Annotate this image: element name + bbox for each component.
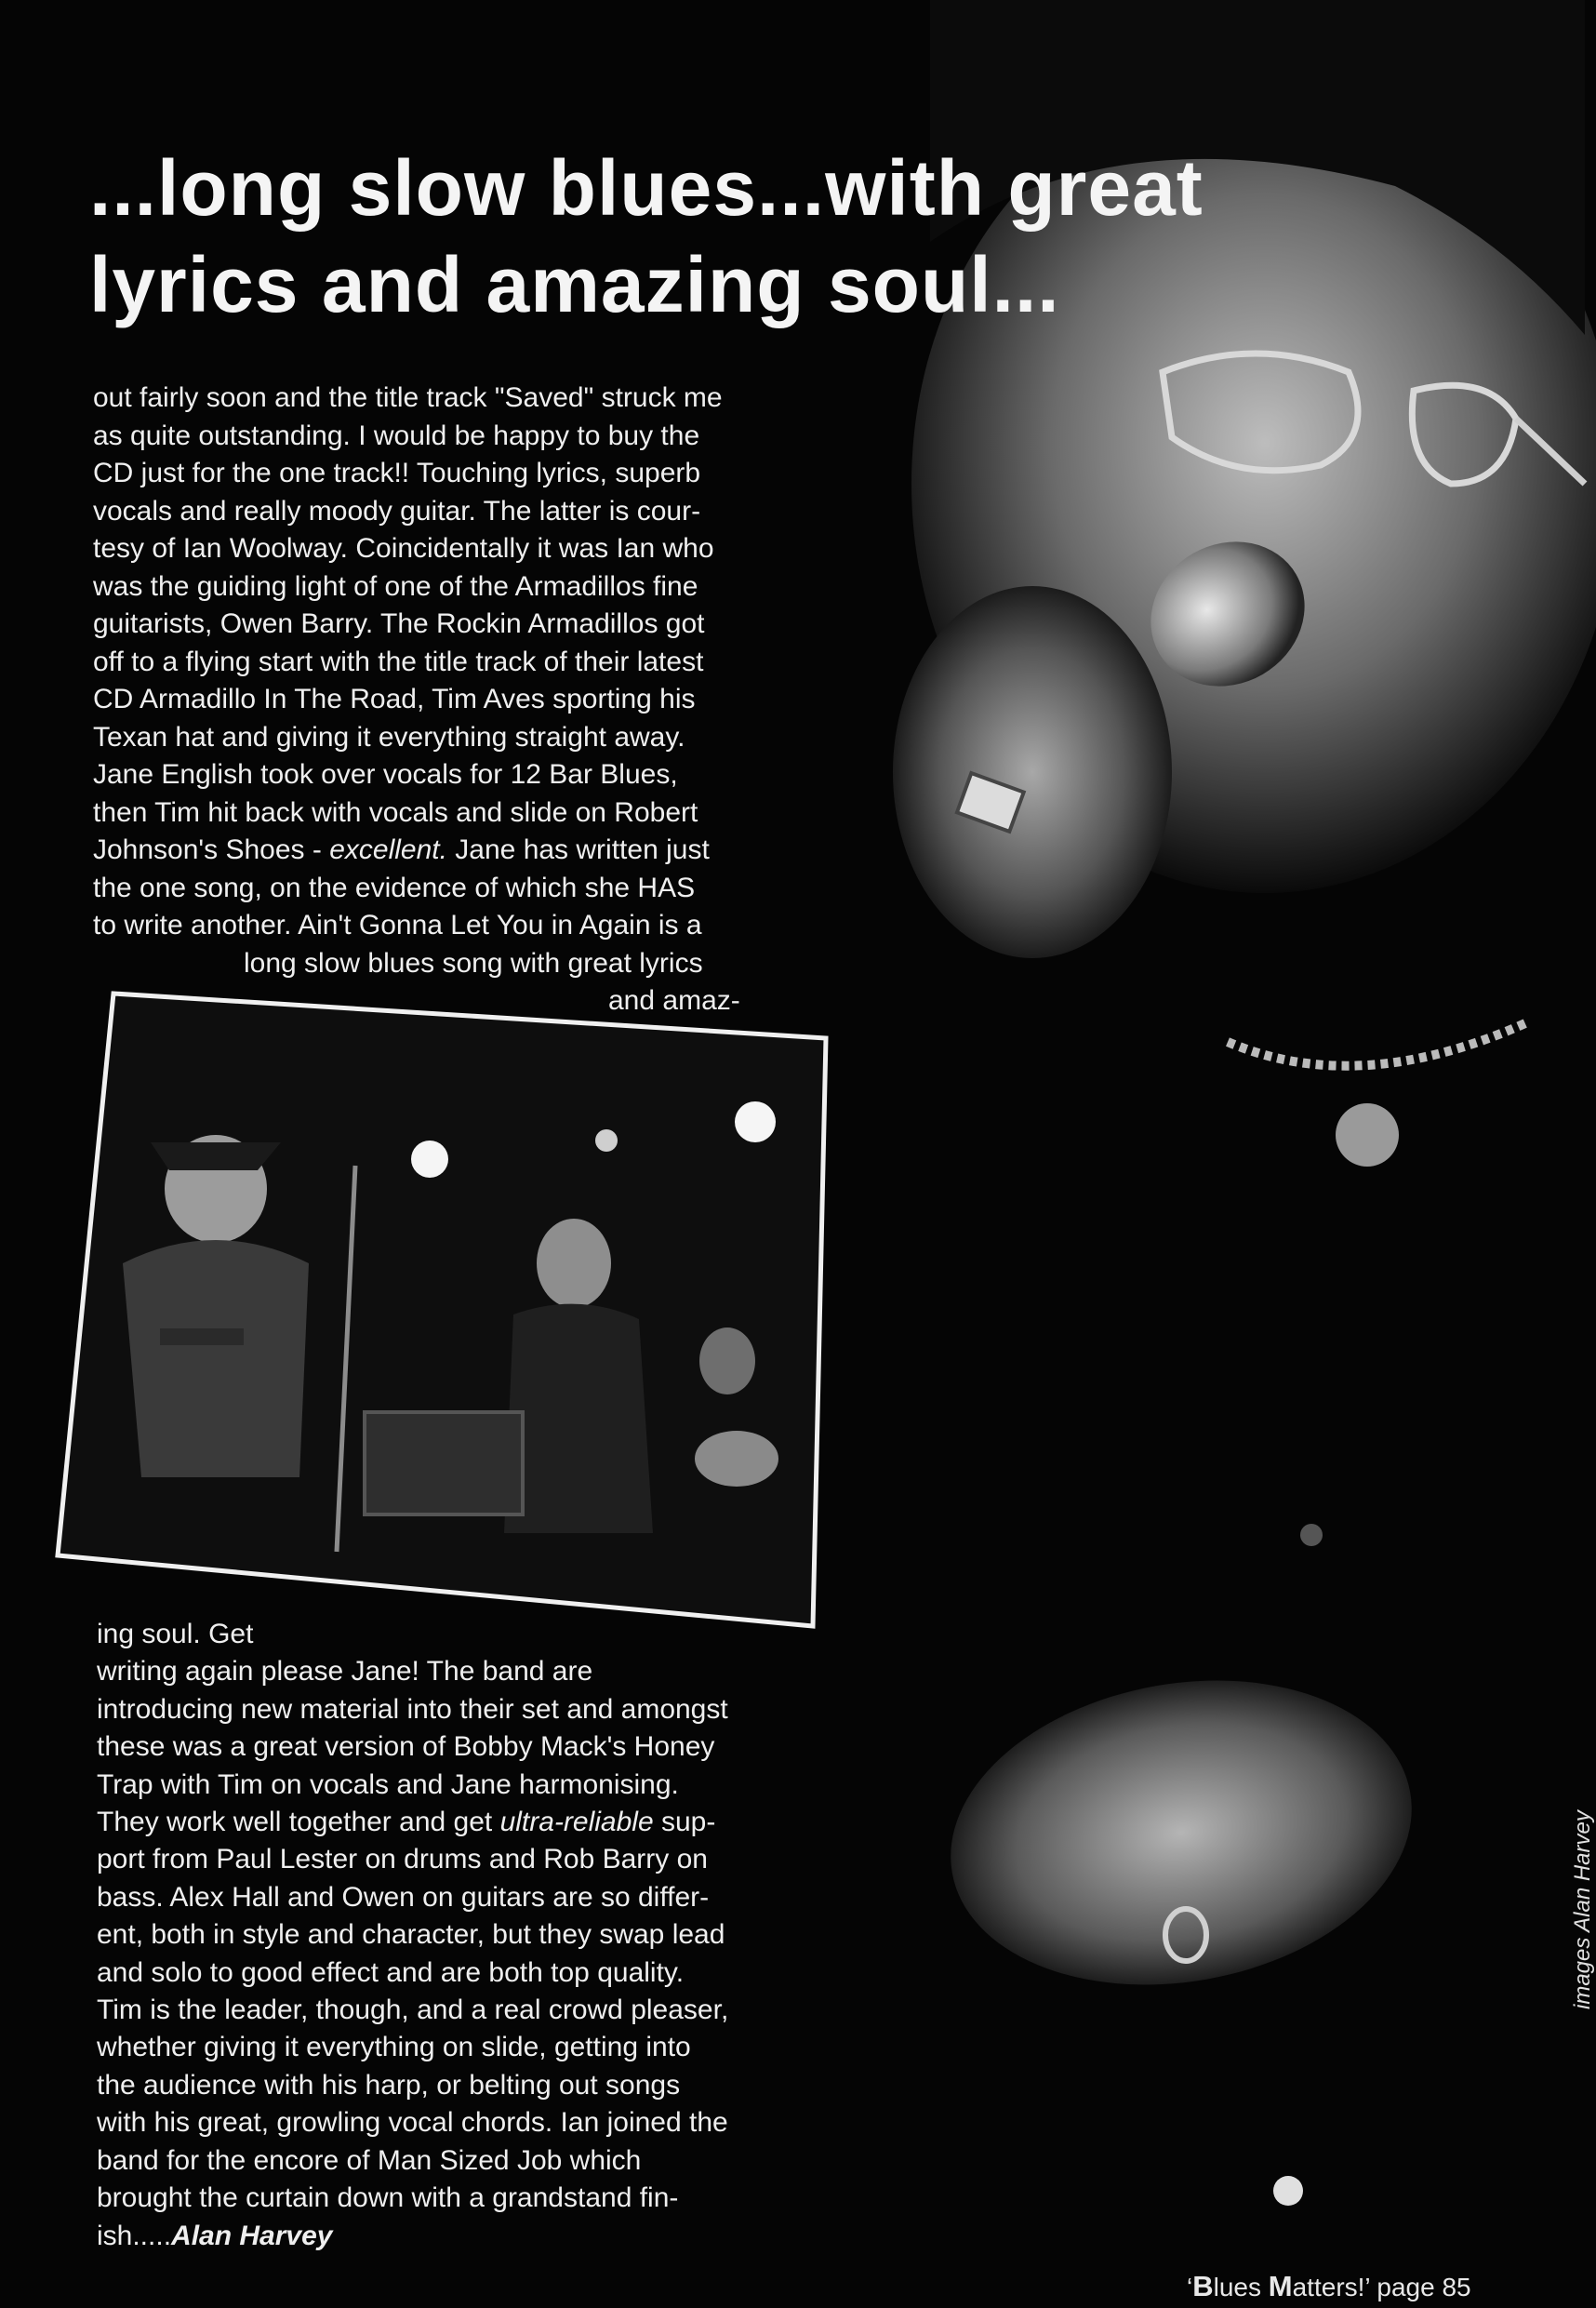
emphasis-text: ultra-reliable [499,1807,654,1838]
body-text: They work well together and get [97,1807,500,1838]
footer-magazine-lues: lues [1213,2273,1269,2301]
body-line [97,2218,804,2255]
body-line: and amaz- [608,985,740,1016]
body-line: Jane English took over vocals for 12 Bar Blues, [93,759,678,790]
body-line: writing again please Jane! The band are [97,1656,593,1688]
body-line: ing soul. Get [97,1619,254,1649]
author-signature: Alan Harvey [171,2220,333,2251]
body-line [93,832,786,870]
body-text: sup- [653,1807,716,1838]
body-text: ish..... [97,2220,172,2251]
body-line: whether giving it everything on slide, getting into [97,2032,691,2063]
body-text: Johnson's Shoes - [93,834,330,865]
band-inset-photo [58,994,826,1626]
photo-credit: images Alan Harvey [1570,1810,1595,2009]
body-line: introducing new material into their set and amongst [97,1693,728,1725]
footer-quote-open: ‘ [1187,2273,1193,2301]
body-line: off to a flying start with the title track of their latest [93,646,704,677]
body-line: Texan hat and giving it everything straight away. [93,721,685,753]
body-line: CD just for the one track!! Touching lyrics, superb [93,458,701,488]
body-line: band for the encore of Man Sized Job which [97,2144,642,2176]
article-column-top [93,380,786,1021]
body-line: to write another. Ain't Gonna Let You in Again is a [93,910,702,941]
page-footer [1187,2270,1471,2303]
article-headline [89,140,1298,333]
body-line: bass. Alex Hall and Owen on guitars are so differ- [97,1881,710,1913]
headline-line-2: lyrics and amazing soul... [89,241,1060,328]
body-line: tesy of Ian Woolway. Coincidentally it was Ian who [93,533,714,564]
headline-line-1: ...long slow blues...with great [89,144,1204,232]
body-line: was the guiding light of one of the Armadillos fine [93,570,698,602]
footer-magazine-b: B [1192,2270,1214,2302]
body-line: as quite outstanding. I would be happy to buy the [93,420,700,451]
footer-magazine-atters: atters! [1292,2273,1365,2301]
emphasis-text: excellent. [329,834,447,865]
article-column-bottom [97,1616,804,2255]
body-line: long slow blues song with great lyrics [244,947,703,979]
body-line: the audience with his harp, or belting out songs [97,2069,681,2101]
body-line: ent, both in style and character, but they swap lead [97,1919,725,1951]
body-line: with his great, growling vocal chords. Ian joined the [97,2107,728,2139]
body-line: port from Paul Lester on drums and Rob Barry on [97,1844,708,1875]
body-text: Jane has written just [446,834,710,865]
body-line: Tim is the leader, though, and a real crowd pleaser, [97,1994,729,2026]
footer-magazine-m: M [1268,2270,1293,2302]
body-line: the one song, on the evidence of which she HAS [93,872,696,903]
body-line: out fairly soon and the title track "Saved" struck me [93,382,723,413]
body-line: CD Armadillo In The Road, Tim Aves sporting his [93,684,696,714]
body-line: vocals and really moody guitar. The latter is cour- [93,495,701,527]
footer-page-number: ’ page 85 [1364,2273,1471,2301]
body-line: then Tim hit back with vocals and slide on Robert [93,796,698,828]
body-line: brought the curtain down with a grandstand fin- [97,2182,679,2214]
body-line: these was a great version of Bobby Mack's Honey [97,1731,715,1763]
body-line: Trap with Tim on vocals and Jane harmonising. [97,1768,679,1800]
body-line: and solo to good effect and are both top quality. [97,1956,685,1988]
body-line [97,1804,804,1841]
body-line: guitarists, Owen Barry. The Rockin Armadillos got [93,608,705,639]
